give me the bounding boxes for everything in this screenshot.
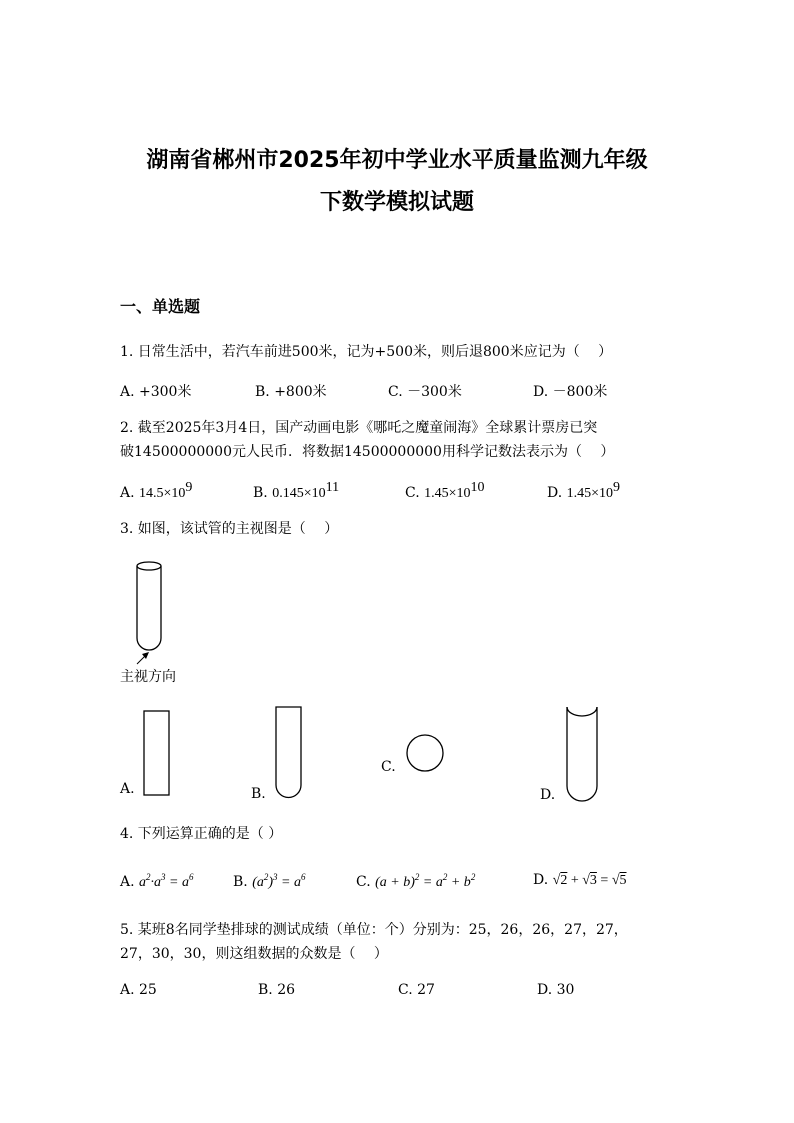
q2-option-b: B. $0.145\times 10^{11}$ [253, 480, 340, 501]
q1-option-c: C. －300米 [388, 384, 462, 400]
q4-option-a: A. $a^2\cdot a^3 = a^6$ [120, 872, 194, 890]
q2-option-c: C. $1.45\times 10^{10}$ [405, 480, 485, 501]
q1-option-b: B. +800米 [255, 384, 327, 400]
q3-option-b: B. [251, 786, 266, 802]
q3-option-a: A. [120, 781, 135, 797]
question-2-line1: 2. 截至2025年3月4日，国产动画电影《哪吒之魔童闹海》全球累计票房已突 [120, 420, 598, 436]
question-5-line2: 27，30，30，则这组数据的众数是（ ） [120, 946, 388, 962]
q3-option-d: D. [540, 787, 556, 803]
q5-option-a: A. 25 [120, 982, 157, 998]
page-title-line1: 湖南省郴州市2025年初中学业水平质量监测九年级 [146, 148, 648, 173]
q4-option-c: C. $(a + b)^2 = a^2 + b^2$ [356, 872, 476, 890]
q1-option-a: A. +300米 [120, 384, 192, 400]
question-2-line2: 破14500000000元人民币．将数据14500000000用科学记数法表示为（ ） [120, 444, 615, 460]
page-title-line2: 下数学模拟试题 [319, 190, 474, 215]
q5-option-b: B. 26 [258, 982, 296, 998]
q5-option-d: D. 30 [537, 982, 575, 998]
q4-option-d: D. √2 + √3 = √5 [533, 872, 627, 888]
question-5-line1: 5. 某班8名同学垫排球的测试成绩（单位：个）分别为：25，26，26，27，27， [120, 922, 628, 938]
test-tube-figure [125, 556, 175, 666]
question-3-text: 3. 如图，该试管的主视图是（ ） [120, 521, 339, 537]
option-b-tube-shape [274, 705, 304, 801]
q2-option-d: D. $1.45\times 10^9$ [547, 480, 621, 501]
q2-option-a: A. $14.5\times 10^9$ [120, 480, 193, 501]
question-4-text: 4. 下列运算正确的是（ ） [120, 826, 283, 842]
section-heading: 一、单选题 [120, 297, 201, 316]
q3-option-c: C. [381, 759, 396, 775]
option-c-circle-shape [404, 733, 446, 775]
q1-option-d: D. －800米 [533, 384, 608, 400]
question-1-text: 1. 日常生活中，若汽车前进500米，记为+500米，则后退800米应记为（ ） [120, 344, 613, 360]
q4-option-b: B. $(a^2)^3 = a^6$ [233, 872, 306, 890]
option-a-rectangle-shape [143, 709, 171, 797]
q5-option-c: C. 27 [398, 982, 435, 998]
option-d-tube-shape [565, 703, 601, 803]
view-direction-caption: 主视方向 [120, 669, 176, 685]
